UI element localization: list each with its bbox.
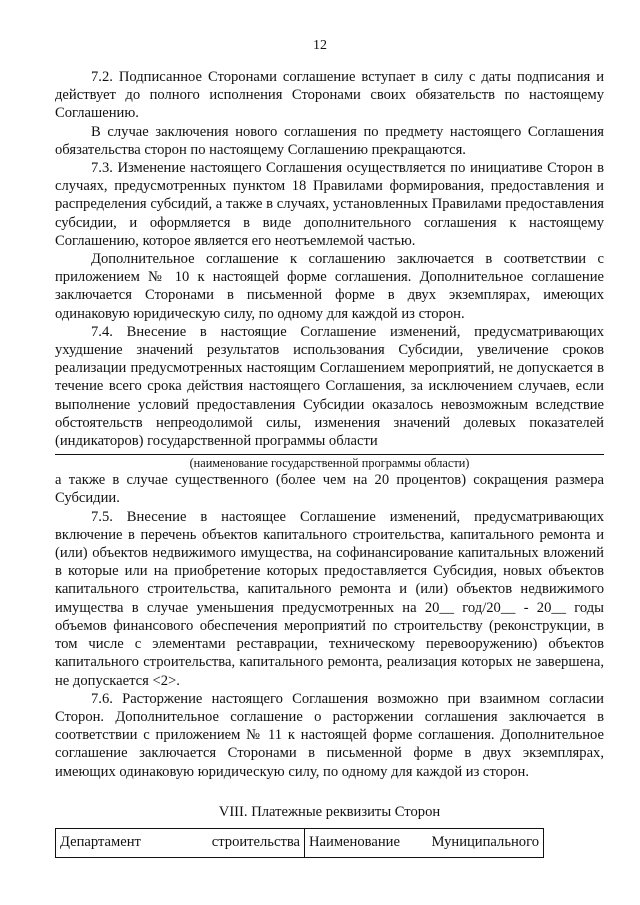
gov-program-caption: (наименование государственной программы области) <box>189 456 470 471</box>
page-number: 12 <box>313 38 327 53</box>
paragraph-7-3: 7.3. Изменение настоящего Соглашения осуществляется по инициативе Сторон в случаях, предусмотренных пунктом 18 Правилами формирования, предоставления и распределения субсидий, а также в случаях, установленных Правилами предоставления субсидии, и оформляется в виде дополнительного соглашения к настоящему Соглашению, которое является его неотъемлемой частью. <box>55 160 604 249</box>
document-body <box>55 68 604 821</box>
table-row <box>56 829 544 858</box>
paragraph-7-4: 7.4. Внесение в настоящие Соглашение изменений, предусматривающих ухудшение значений результатов использования Субсидии, увеличение сроков реализации предусмотренных настоящим Соглашением мероприятий, не допускается в течение всего срока действия настоящего Соглашения, за исключением случаев, если выполнение условий предоставления Субсидии оказалось невозможным вследствие обстоятельств непреодолимой силы, изменения значений долевых показателей (индикаторов) государственной программы области <box>55 323 604 450</box>
cell-text: Муниципального <box>431 834 539 850</box>
paragraph-7-3-continuation: Дополнительное соглашение к соглашению заключается в соответствии с приложением № 10 к настоящей форме соглашения. Дополнительное соглашение заключается Сторонами в письменной форме в двух экземплярах, имеющих одинаковую юридическую силу, по одному для каждой из сторон. <box>55 251 604 322</box>
cell-text: строительства <box>211 834 300 850</box>
section-heading: VIII. Платежные реквизиты Сторон <box>218 803 441 820</box>
paragraph-7-6: 7.6. Расторжение настоящего Соглашения возможно при взаимном согласии Сторон. Дополнительное соглашение о расторжении соглашения заключается в соответствии с приложением № 11 к настоящей форме соглашения. Дополнительное соглашение заключается Сторонами в письменной форме в двух экземплярах, имеющих одинаковую юридическую силу, по одному для каждой из сторон. <box>55 690 604 780</box>
paragraph-7-2-continuation: В случае заключения нового соглашения по предмету настоящего Соглашения обязательства сторон по настоящему Соглашению прекращаются. <box>55 123 604 158</box>
paragraph-7-5: 7.5. Внесение в настоящее Соглашение изменений, предусматривающих включение в перечень объектов капитального строительства, капитального ремонта и (или) объектов недвижимого имущества, на софинансирование капитальных вложений в которые или на приобретение которых предоставляется Субсидия, новых объектов капитального строительства, капитального ремонта и (или) объектов недвижимого имущества в случае уменьшения предусмотренных на 20__ год/20__ - 20__ годы объемов финансового обеспечения мероприятий по строительству (реконструкции, в том числе с элементами реставрации, техническому перевооружению) объектов капитального строительства, капитального ремонта, реализация которых не завершена, не допускается <2>. <box>55 508 604 689</box>
gov-program-fill-line <box>55 454 604 455</box>
table-cell-department <box>56 829 305 858</box>
cell-text: Наименование <box>309 834 400 850</box>
table-cell-name <box>305 829 544 858</box>
payment-details-table <box>55 828 544 858</box>
paragraph-7-2: 7.2. Подписанное Сторонами соглашение вступает в силу с даты подписания и действует до полного исполнения Сторонами своих обязательств по настоящему Соглашению. <box>55 69 604 122</box>
cell-text: Департамент <box>60 834 141 850</box>
paragraph-7-4-continuation: а также в случае существенного (более чем на 20 процентов) сокращения размера Субсидии. <box>55 472 604 507</box>
